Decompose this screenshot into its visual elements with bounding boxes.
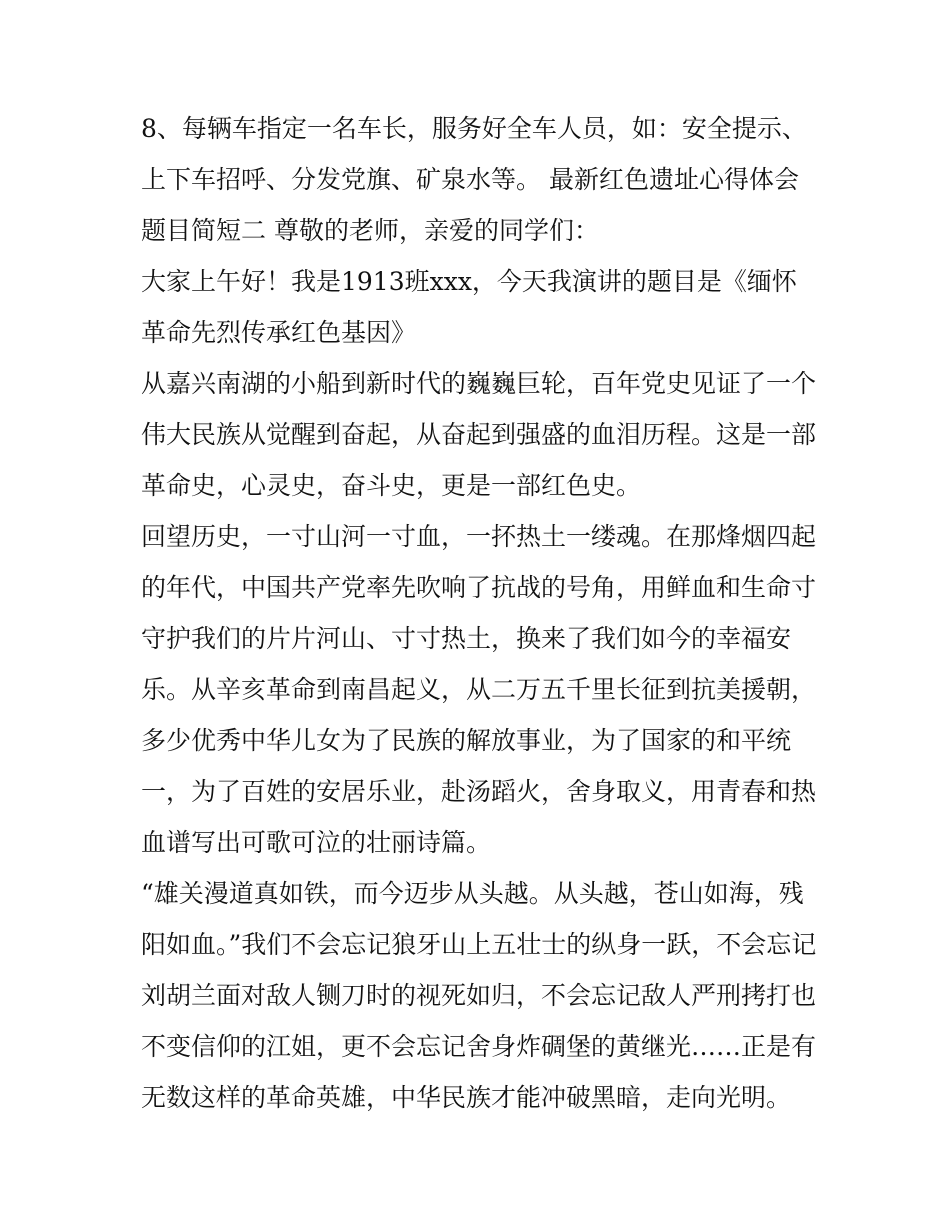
paragraph-4: 回望历史，一寸山河一寸血，一抔热土一缕魂。在那烽烟四起的年代，中国共产党率先吹响了抗战的号角，用鲜血和生命寸守护我们的片片河山、寸寸热土，换来了我们如今的幸福安乐。从辛亥革命到南昌起义，从二万五千里长征到抗美援朝，多少优秀中华儿女为了民族的解放事业，为了国家的和平统一，为了百姓的安居乐业，赴汤蹈火，舍身取义，用青春和热血谱写出可歌可泣的壮丽诗篇。: [141, 522, 817, 857]
paragraph-1: 8、每辆车指定一名车长，服务好全车人员，如：安全提示、上下车招呼、分发党旗、矿泉水等。 最新红色遗址心得体会题目简短二 尊敬的老师，亲爱的同学们：: [141, 114, 807, 245]
paragraph-2: 大家上午好！我是1913班xxx，今天我演讲的题目是《缅怀革命先烈传承红色基因》: [141, 267, 797, 347]
paragraph-5: “雄关漫道真如铁，而今迈步从头越。从头越，苍山如海，残阳如血。”我们不会忘记狼牙山上五壮士的纵身一跃，不会忘记刘胡兰面对敌人铡刀时的视死如归，不会忘记敌人严刑拷打也不变信仰的江姐，更不会忘记舍身炸碉堡的黄继光……正是有无数这样的革命英雄，中华民族才能冲破黑暗，走向光明。: [141, 879, 817, 1112]
document-body: [141, 103, 821, 1123]
paragraph-3: 从嘉兴南湖的小船到新时代的巍巍巨轮，百年党史见证了一个伟大民族从觉醒到奋起，从奋起到强盛的血泪历程。这是一部革命史，心灵史，奋斗史，更是一部红色史。: [141, 369, 817, 500]
